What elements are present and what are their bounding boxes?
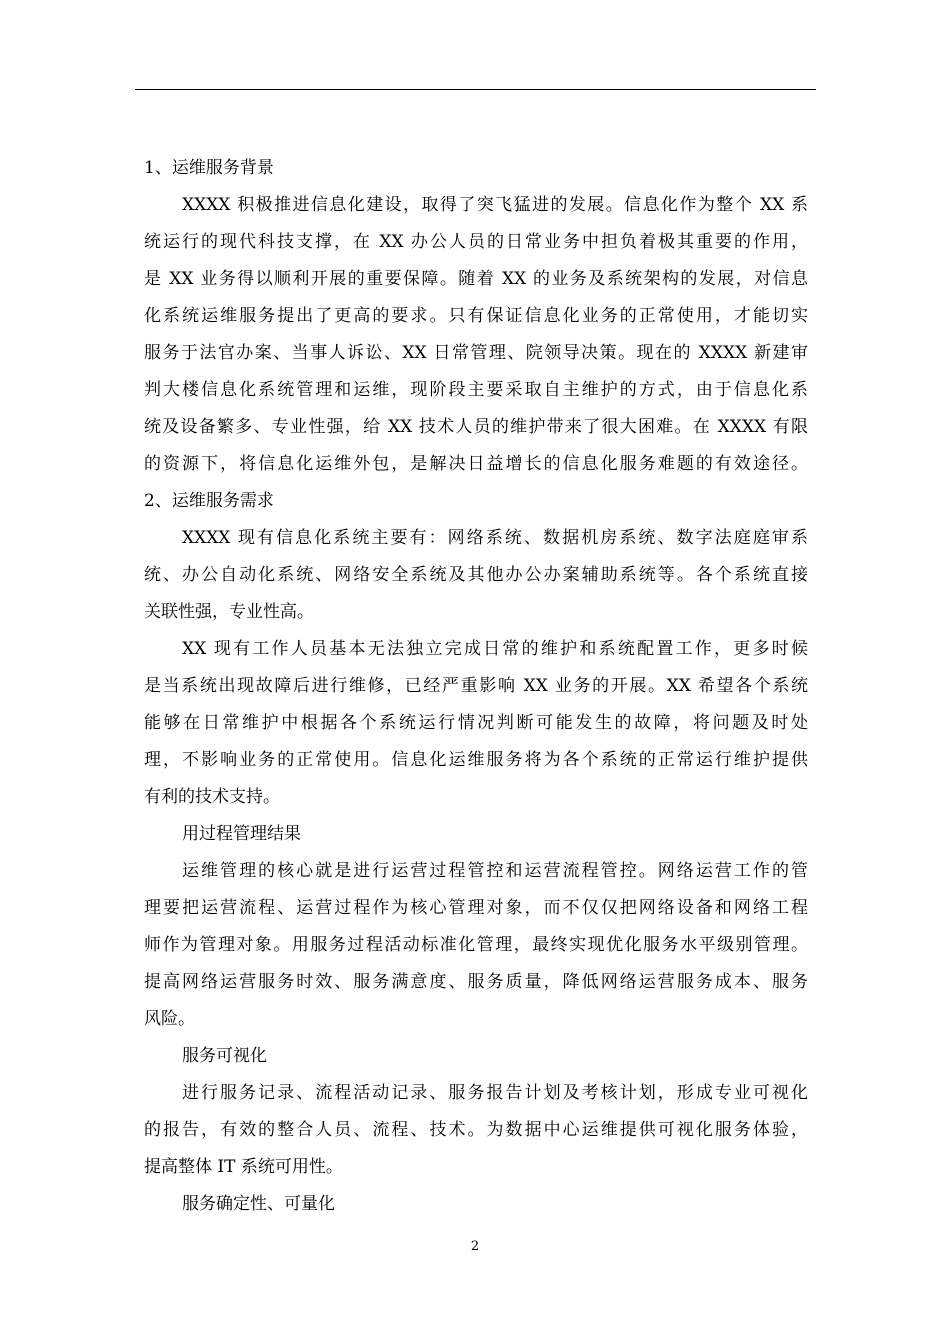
page-number: 2 [470, 1239, 480, 1254]
document-body [144, 150, 808, 1223]
paragraph-line: XX 现有工作人员基本无法独立完成日常的维护和系统配置工作，更多时候 [182, 639, 808, 659]
paragraph-line: 统运行的现代科技支撑，在 XX 办公人员的日常业务中担负着极其重要的作用， [144, 232, 808, 252]
paragraph-line: 的报告，有效的整合人员、流程、技术。为数据中心运维提供可视化服务体验， [144, 1120, 808, 1140]
paragraph-line: 风险。 [144, 1009, 195, 1029]
paragraph-line: 的资源下，将信息化运维外包，是解决日益增长的信息化服务难题的有效途径。 [144, 454, 808, 474]
certainty-heading: 服务确定性、可量化 [182, 1194, 335, 1214]
paragraph-line: 提高整体 IT 系统可用性。 [144, 1157, 343, 1177]
paragraph-line: 统及设备繁多、专业性强，给 XX 技术人员的维护带来了很大困难。在 XXXX 有限 [144, 417, 808, 437]
paragraph-line: XXXX 积极推进信息化建设，取得了突飞猛进的发展。信息化作为整个 XX 系 [182, 195, 808, 215]
paragraph-line: 判大楼信息化系统管理和运维，现阶段主要采取自主维护的方式，由于信息化系 [144, 380, 808, 400]
process-heading: 用过程管理结果 [182, 824, 301, 844]
paragraph-line: 能够在日常维护中根据各个系统运行情况判断可能发生的故障，将问题及时处 [144, 713, 808, 733]
paragraph-line: 提高网络运营服务时效、服务满意度、服务质量，降低网络运营服务成本、服务 [144, 972, 808, 992]
paragraph-line: 关联性强，专业性高。 [144, 602, 314, 622]
paragraph-line: 进行服务记录、流程活动记录、服务报告计划及考核计划，形成专业可视化 [182, 1083, 808, 1103]
header-rule [135, 89, 816, 90]
section-1-heading: 1、运维服务背景 [144, 158, 274, 178]
paragraph-line: XXXX 现有信息化系统主要有：网络系统、数据机房系统、数字法庭庭审系 [182, 528, 808, 548]
paragraph-line: 理要把运营流程、运营过程作为核心管理对象，而不仅仅把网络设备和网络工程 [144, 898, 808, 918]
visual-heading: 服务可视化 [182, 1046, 267, 1066]
section-2-heading: 2、运维服务需求 [144, 491, 274, 511]
paragraph-line: 是 XX 业务得以顺利开展的重要保障。随着 XX 的业务及系统架构的发展，对信息 [144, 269, 808, 289]
paragraph-line: 运维管理的核心就是进行运营过程管控和运营流程管控。网络运营工作的管 [182, 861, 808, 881]
paragraph-line: 化系统运维服务提出了更高的要求。只有保证信息化业务的正常使用，才能切实 [144, 306, 808, 326]
paragraph-line: 服务于法官办案、当事人诉讼、XX 日常管理、院领导决策。现在的 XXXX 新建审 [144, 343, 808, 363]
paragraph-line: 理，不影响业务的正常使用。信息化运维服务将为各个系统的正常运行维护提供 [144, 750, 808, 770]
paragraph-line: 是当系统出现故障后进行维修，已经严重影响 XX 业务的开展。XX 希望各个系统 [144, 676, 808, 696]
paragraph-line: 统、办公自动化系统、网络安全系统及其他办公办案辅助系统等。各个系统直接 [144, 565, 808, 585]
paragraph-line: 有利的技术支持。 [144, 787, 280, 807]
paragraph-line: 师作为管理对象。用服务过程活动标准化管理，最终实现优化服务水平级别管理。 [144, 935, 808, 955]
